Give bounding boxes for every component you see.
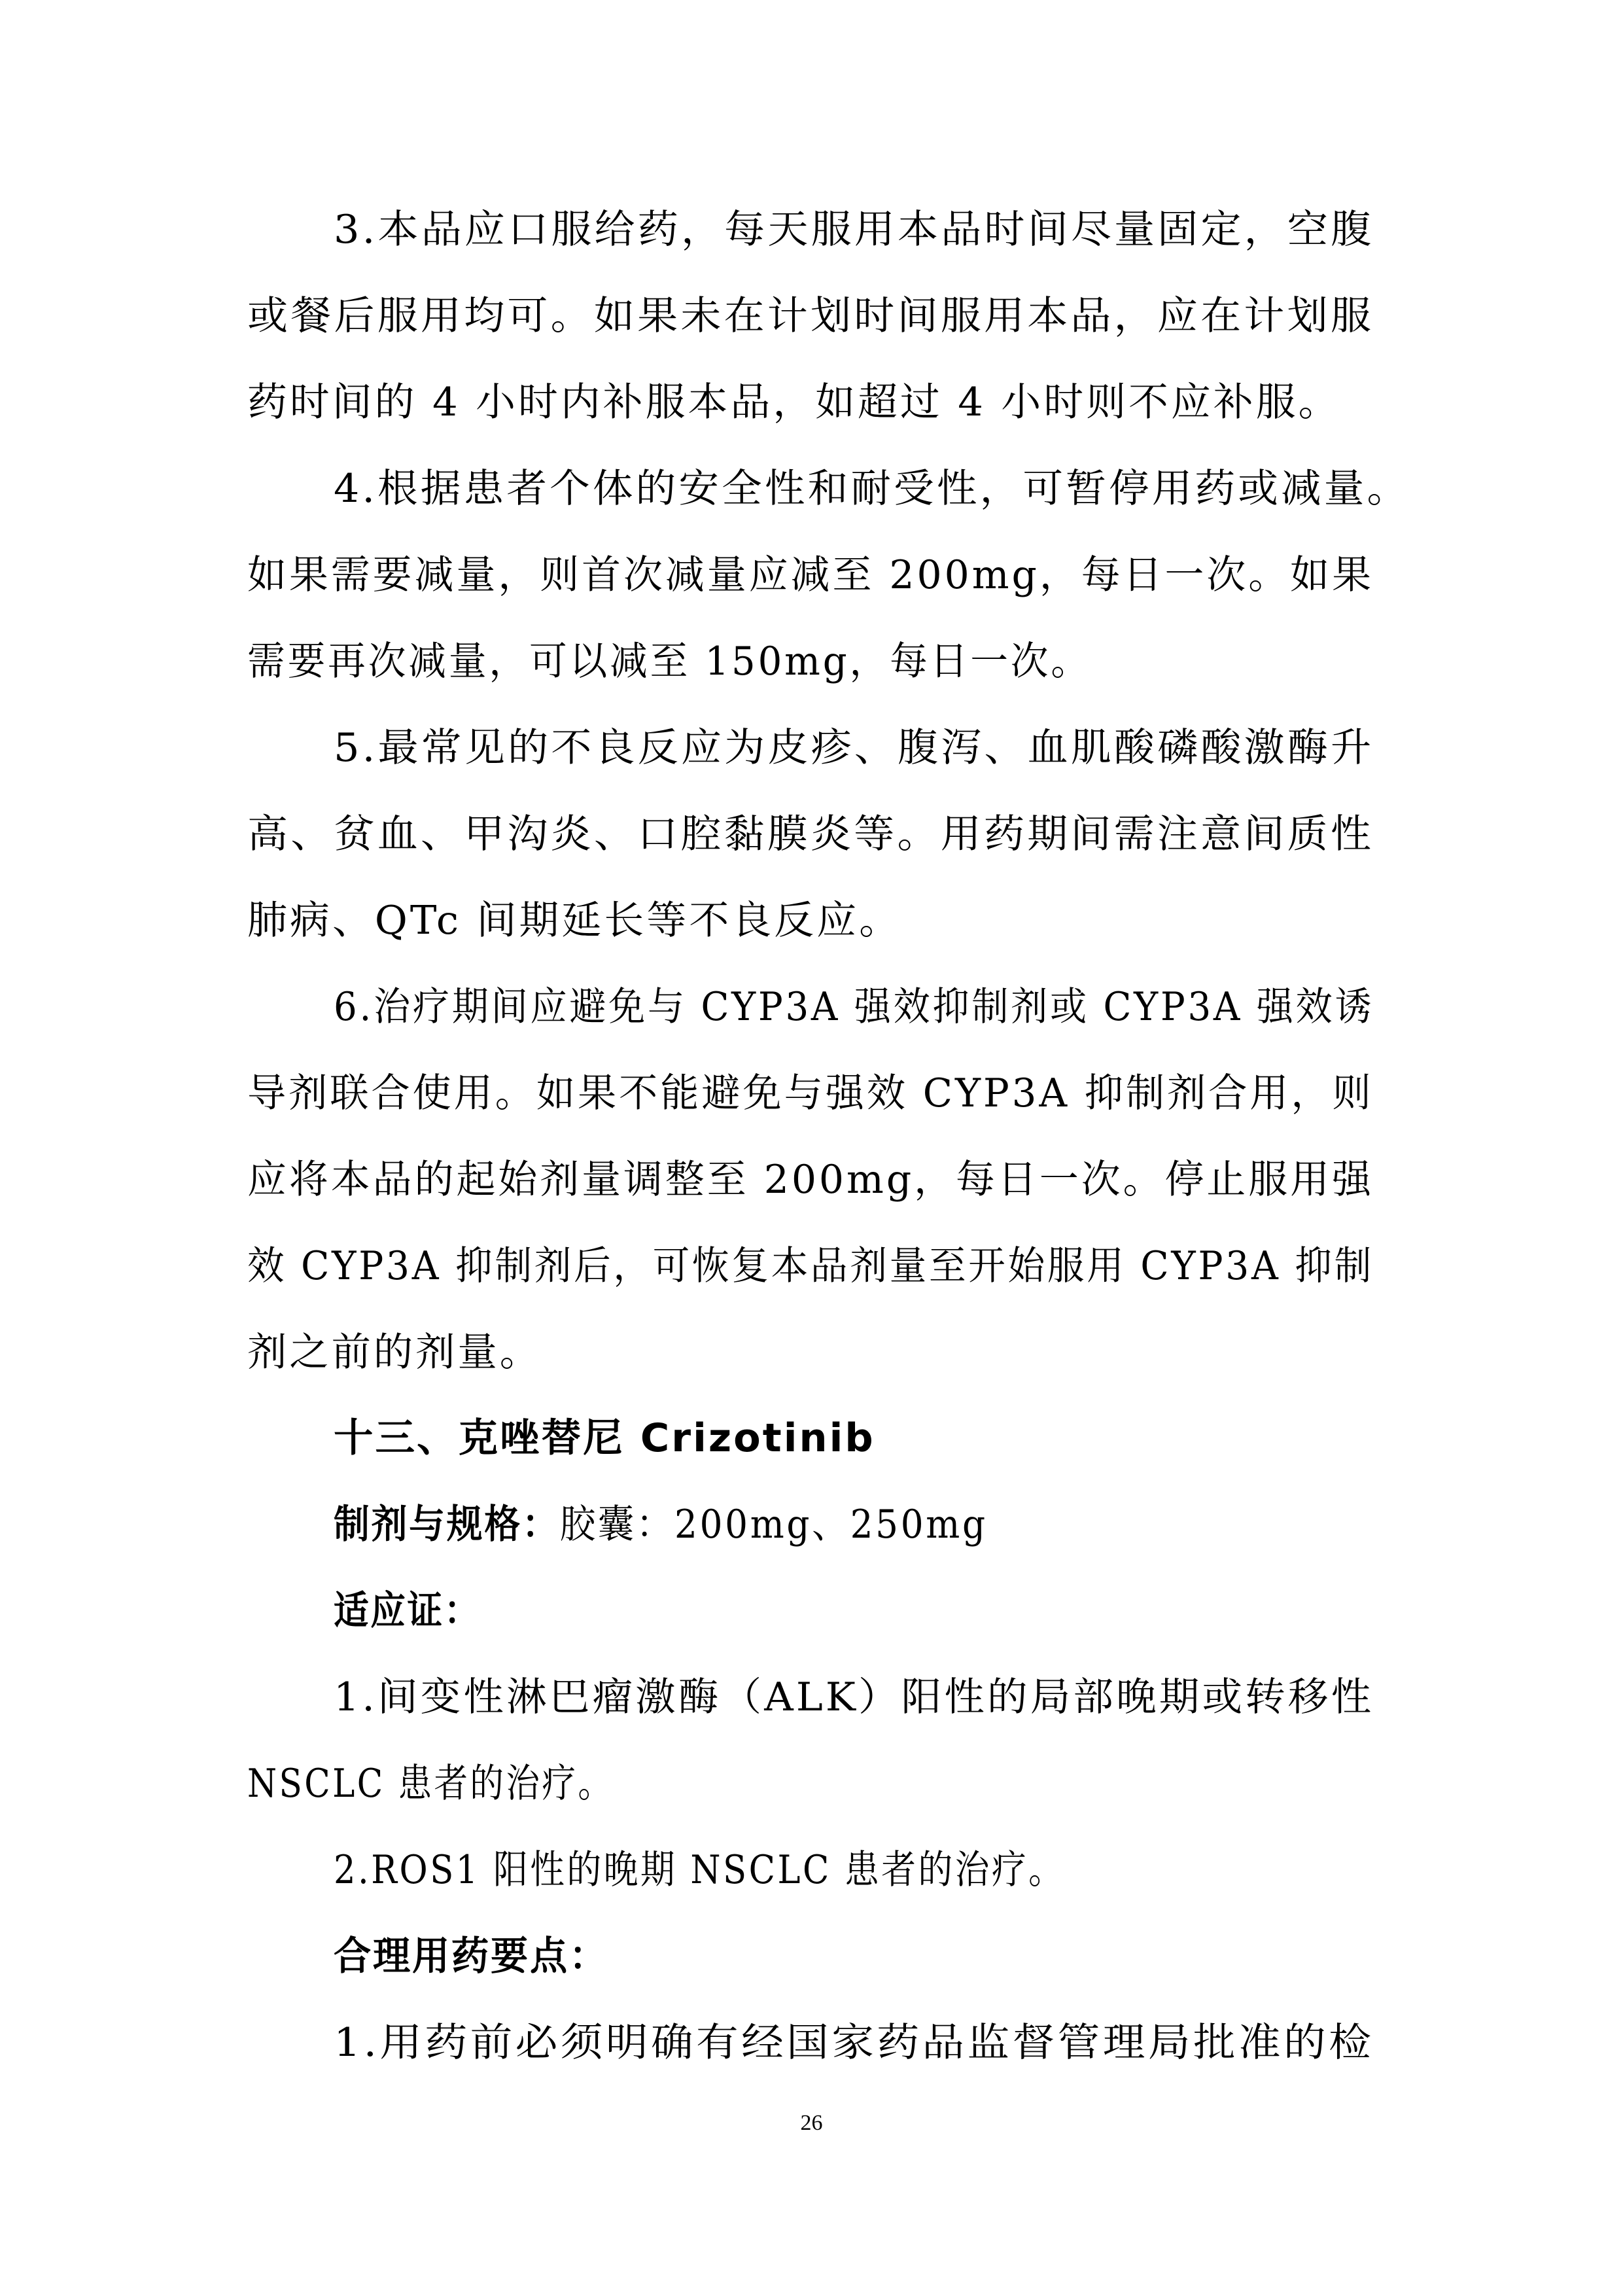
paragraph-4-line-1: 4.根据患者个体的安全性和耐受性，可暂停用药或减量。 [334,466,1410,512]
formulation-value: 胶囊：200mg、250mg [559,1502,988,1547]
rational-use-label: 合理用药要点： [334,1934,609,1979]
paragraph-6-line-5: 剂之前的剂量。 [247,1330,542,1375]
paragraph-6-line-4: 效 CYP3A 抑制剂后，可恢复本品剂量至开始服用 CYP3A 抑制 [247,1243,1374,1289]
formulation-label: 制剂与规格： [334,1502,560,1547]
paragraph-3-line-3: 药时间的 4 小时内补服本品，如超过 4 小时则不应补服。 [247,380,1341,425]
paragraph-6-line-1: 6.治疗期间应避免与 CYP3A 强效抑制剂或 CYP3A 强效诱 [334,984,1374,1030]
paragraph-6-line-2: 导剂联合使用。如果不能避免与强效 CYP3A 抑制剂合用，则 [247,1070,1374,1116]
paragraph-3-line-1: 3.本品应口服给药，每天服用本品时间尽量固定，空腹 [334,207,1374,253]
paragraph-5-line-1: 5.最常见的不良反应为皮疹、腹泻、血肌酸磷酸激酶升 [334,725,1374,771]
paragraph-5-line-3: 肺病、QTc 间期延长等不良反应。 [247,898,902,944]
indication-1-line-1: 1.间变性淋巴瘤激酶（ALK）阳性的局部晚期或转移性 [334,1674,1374,1720]
formulation-row [334,1498,988,1551]
paragraph-6-line-3: 应将本品的起始剂量调整至 200mg，每日一次。停止服用强 [247,1157,1374,1203]
paragraph-5-line-2: 高、贫血、甲沟炎、口腔黏膜炎等。用药期间需注意间质性 [247,811,1374,857]
indication-1-line-2: NSCLC 患者的治疗。 [247,1761,614,1807]
page-number: 26 [800,2111,823,2135]
section-title: 十三、克唑替尼 Crizotinib [334,1415,875,1461]
paragraph-3-line-2: 或餐后服用均可。如果未在计划时间服用本品，应在计划服 [247,293,1374,339]
paragraph-4-line-3: 需要再次减量，可以减至 150mg，每日一次。 [247,639,1091,684]
indications-label: 适应证： [334,1588,481,1634]
paragraph-4-line-2: 如果需要减量，则首次减量应减至 200mg，每日一次。如果 [247,552,1374,598]
indication-2-line-1: 2.ROS1 阳性的晚期 NSCLC 患者的治疗。 [334,1847,1066,1893]
rational-use-1-line-1: 1.用药前必须明确有经国家药品监督管理局批准的检 [334,2020,1374,2066]
